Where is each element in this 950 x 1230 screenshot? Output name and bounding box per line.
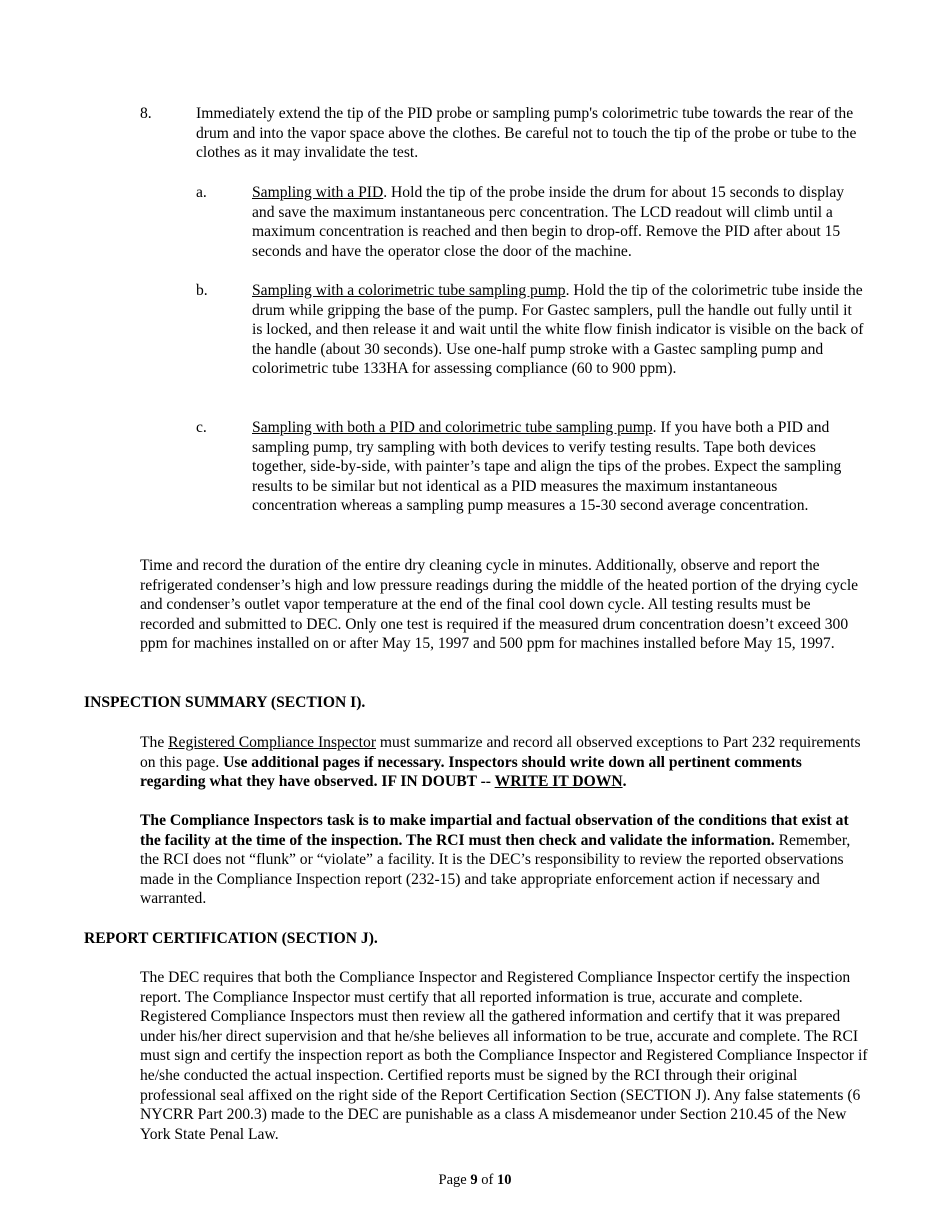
timing-paragraph: Time and record the duration of the entire dry cleaning cycle in minutes. Additionally, observe and report the refrigerated condenser’s high and low pressure readings during the middle of the heated portion of the drying cycle and condenser’s outlet vapor temperature at the end of the final cool down cycle. All testing results must be recorded and submitted to DEC. Only one test is required if the measured drum concentration doesn’t exceed 300 ppm for machines installed on or after May 15, 1997 and 500 ppm for machines installed before May 15, 1997.	[140, 557, 859, 653]
substep-text: . If you have both a PID and sampling pump, try sampling with both devices to verify testing results. Tape both devices together, side-by-side, with painter’s tape and align the tips of the probes. Expect the sampling results to be similar but not identical as a PID measures the maximum instantaneous concentration whereas a sampling pump measures a 15-30 second average concentration.	[252, 419, 842, 515]
section-i-heading: INSPECTION SUMMARY (SECTION I).	[84, 694, 366, 711]
substep-letter: c.	[196, 419, 207, 436]
page-number: 9	[470, 1172, 478, 1188]
section-j-heading: REPORT CERTIFICATION (SECTION J).	[84, 930, 378, 947]
substep-c	[196, 418, 866, 516]
of-label: of	[477, 1172, 497, 1188]
substep-text: . Hold the tip of the probe inside the drum for about 15 seconds to display and save the maximum instantaneous perc concentration. The LCD readout will climb until a maximum concentration is reached and then begin to drop-off. Remove the PID after about 15 seconds and have the operator close the door of the machine.	[252, 184, 845, 260]
substep-title: Sampling with a colorimetric tube sampling pump	[252, 282, 566, 299]
text-run: must summarize and record all observed exceptions to Part 232 requirements on this page.	[140, 734, 861, 771]
certification-paragraph: The DEC requires that both the Compliance Inspector and Registered Compliance Inspector certify the inspection report. The Compliance Inspector must certify that all reported information is true, accurate and complete. Registered Compliance Inspectors must then review all the gathered information and certify that it was prepared under his/her direct supervision and that he/she believes all information to be true, accurate and complete. The RCI must sign and certify the inspection report as both the Compliance Inspector and Registered Compliance Inspector if he/she conducted the actual inspection. Certified reports must be signed by the RCI through their original professional seal affixed on the right side of the Report Certification Section (SECTION J). Any false statements (6 NYCRR Part 200.3) made to the DEC are punishable as a class A misdemeanor under Section 210.45 of the New York State Penal Law.	[140, 969, 868, 1143]
rci-term: Registered Compliance Inspector	[168, 734, 377, 751]
substep-a	[196, 183, 866, 261]
text-run: .	[622, 773, 627, 791]
bold-task-statement: The Compliance Inspectors task is to make impartial and factual observation of the conditions that exist at the facility at the time of the inspection. The RCI must then check and validate the information.	[140, 812, 849, 849]
step-8	[140, 104, 865, 163]
substep-body	[252, 418, 866, 516]
substep-b	[196, 281, 866, 379]
page-label: Page	[438, 1172, 471, 1188]
text-run: Remember, the RCI does not “flunk” or “violate” a facility. It is the DEC’s responsibility to review the reported observations made in the Compliance Inspection report (232-15) and take appropriate enforcement action if necessary and warranted.	[140, 831, 851, 908]
substep-body	[252, 281, 866, 379]
substep-text: . Hold the tip of the colorimetric tube inside the drum while gripping the base of the pump. For Gastec samplers, pull the handle out fully until it is locked, and then release it and wait until the white flow finish indicator is visible on the back of the handle (about 30 seconds). Use one-half pump stroke with a Gastec sampling pump and colorimetric tube 133HA for assessing compliance (60 to 900 ppm).	[252, 282, 864, 378]
substep-letter: b.	[196, 282, 208, 299]
inspection-summary-paragraph	[140, 733, 868, 792]
write-it-down: WRITE IT DOWN	[494, 773, 623, 791]
substep-body	[252, 183, 866, 261]
step-text: Immediately extend the tip of the PID probe or sampling pump's colorimetric tube towards the rear of the drum and into the vapor space above the clothes. Be careful not to touch the tip of the probe or tube to the clothes as it may invalidate the test.	[196, 105, 857, 162]
bold-instruction: Use additional pages if necessary. Inspectors should write down all pertinent comments regarding what they have observed. IF IN DOUBT --	[140, 753, 802, 791]
step-number: 8.	[140, 105, 152, 122]
substep-title: Sampling with a PID	[252, 184, 384, 201]
page-total: 10	[496, 1172, 512, 1188]
inspector-task-paragraph	[140, 811, 868, 909]
substep-title: Sampling with both a PID and colorimetric tube sampling pump	[252, 419, 653, 436]
substep-letter: a.	[196, 184, 207, 201]
page-footer	[0, 1171, 950, 1191]
text-run: The	[140, 734, 169, 751]
